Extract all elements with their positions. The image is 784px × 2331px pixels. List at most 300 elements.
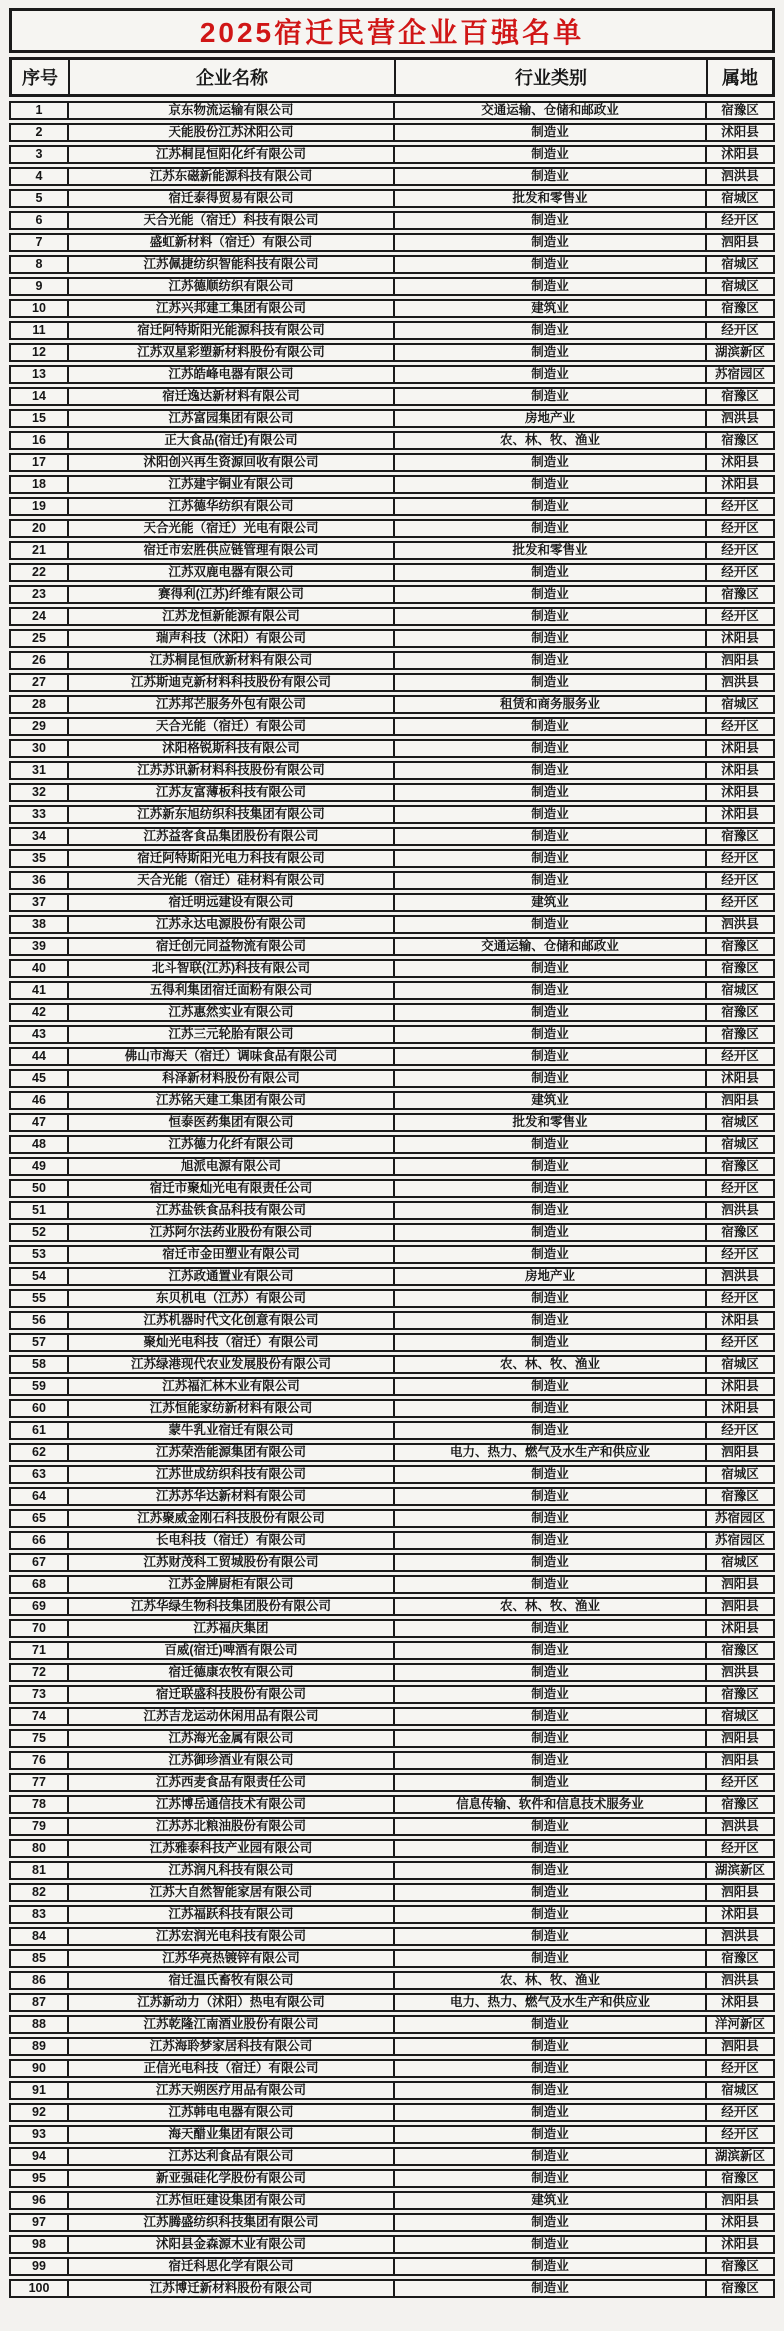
table-row — [9, 211, 775, 230]
header-district: 属地 — [706, 60, 772, 94]
rank-cell: 13 — [32, 367, 46, 382]
industry-cell: 制造业 — [393, 2105, 705, 2120]
industry-cell: 制造业 — [393, 1401, 705, 1416]
industry-cell: 制造业 — [393, 961, 705, 976]
company-name-cell: 江苏海聆梦家居科技有限公司 — [67, 2039, 393, 2054]
district-cell: 泗洪县 — [705, 411, 773, 426]
company-name-cell: 江苏润凡科技有限公司 — [67, 1863, 393, 1878]
table-row — [9, 1465, 775, 1484]
table-row — [9, 1025, 775, 1044]
industry-cell: 制造业 — [393, 1027, 705, 1042]
industry-cell: 制造业 — [393, 2171, 705, 2186]
rank-cell: 59 — [32, 1379, 46, 1394]
table-row — [9, 717, 775, 736]
industry-cell: 制造业 — [393, 2259, 705, 2274]
industry-cell: 制造业 — [393, 1005, 705, 1020]
company-name-cell: 江苏佩捷纺织智能科技有限公司 — [67, 257, 393, 272]
rank-cell: 80 — [32, 1841, 46, 1856]
industry-cell: 制造业 — [393, 1291, 705, 1306]
industry-cell: 农、林、牧、渔业 — [393, 1357, 705, 1372]
district-cell: 沭阳县 — [705, 1313, 773, 1328]
company-name-cell: 江苏荣浩能源集团有限公司 — [67, 1445, 393, 1460]
industry-cell: 制造业 — [393, 1577, 705, 1592]
industry-cell: 制造业 — [393, 763, 705, 778]
company-name-cell: 江苏恒旺建设集团有限公司 — [67, 2193, 393, 2208]
table-row — [9, 673, 775, 692]
rank-cell: 10 — [32, 301, 46, 316]
table-row — [9, 2103, 775, 2122]
industry-cell: 制造业 — [393, 1247, 705, 1262]
industry-cell: 房地产业 — [393, 1269, 705, 1284]
company-name-cell: 江苏新动力（沭阳）热电有限公司 — [67, 1995, 393, 2010]
rank-cell: 100 — [28, 2281, 50, 2296]
company-name-cell: 江苏龙恒新能源有限公司 — [67, 609, 393, 624]
rank-cell: 12 — [32, 345, 46, 360]
industry-cell: 制造业 — [393, 1709, 705, 1724]
company-name-cell: 沭阳格锐斯科技有限公司 — [67, 741, 393, 756]
rank-cell: 23 — [32, 587, 46, 602]
table-row — [9, 1399, 775, 1418]
industry-cell: 制造业 — [393, 785, 705, 800]
rank-cell: 78 — [32, 1797, 46, 1812]
district-cell: 沭阳县 — [705, 631, 773, 646]
district-cell: 宿城区 — [705, 1357, 773, 1372]
district-cell: 经开区 — [705, 873, 773, 888]
table-row — [9, 629, 775, 648]
rank-cell: 93 — [32, 2127, 46, 2142]
table-row — [9, 1377, 775, 1396]
table-row — [9, 167, 775, 186]
table-row — [9, 541, 775, 560]
district-cell: 宿城区 — [705, 1709, 773, 1724]
industry-cell: 批发和零售业 — [393, 543, 705, 558]
company-name-cell: 宿迁联盛科技股份有限公司 — [67, 1687, 393, 1702]
company-name-cell: 长电科技（宿迁）有限公司 — [67, 1533, 393, 1548]
table-row — [9, 145, 775, 164]
company-name-cell: 江苏福汇林木业有限公司 — [67, 1379, 393, 1394]
rank-cell: 79 — [32, 1819, 46, 1834]
rank-cell: 34 — [32, 829, 46, 844]
table-row — [9, 1839, 775, 1858]
district-cell: 宿豫区 — [705, 1159, 773, 1174]
rank-cell: 31 — [32, 763, 46, 778]
rank-cell: 84 — [32, 1929, 46, 1944]
company-name-cell: 江苏大自然智能家居有限公司 — [67, 1885, 393, 1900]
table-row — [9, 1113, 775, 1132]
company-name-cell: 江苏恒能家纺新材料有限公司 — [67, 1401, 393, 1416]
industry-cell: 制造业 — [393, 983, 705, 998]
district-cell: 宿豫区 — [705, 961, 773, 976]
company-name-cell: 新亚强硅化学股份有限公司 — [67, 2171, 393, 2186]
district-cell: 宿豫区 — [705, 389, 773, 404]
district-cell: 宿豫区 — [705, 2281, 773, 2296]
rank-cell: 46 — [32, 1093, 46, 1108]
industry-cell: 房地产业 — [393, 411, 705, 426]
district-cell: 经开区 — [705, 521, 773, 536]
company-name-cell: 江苏三元轮胎有限公司 — [67, 1027, 393, 1042]
company-name-cell: 正大食品(宿迁)有限公司 — [67, 433, 393, 448]
company-name-cell: 江苏华绿生物科技集团股份有限公司 — [67, 1599, 393, 1614]
rank-cell: 81 — [32, 1863, 46, 1878]
industry-cell: 制造业 — [393, 1489, 705, 1504]
district-cell: 宿城区 — [705, 1555, 773, 1570]
industry-cell: 制造业 — [393, 213, 705, 228]
district-cell: 泗洪县 — [705, 1665, 773, 1680]
district-cell: 泗阳县 — [705, 1599, 773, 1614]
district-cell: 宿城区 — [705, 2083, 773, 2098]
table-row — [9, 2191, 775, 2210]
table-row — [9, 783, 775, 802]
industry-cell: 制造业 — [393, 851, 705, 866]
district-cell: 经开区 — [705, 1291, 773, 1306]
industry-cell: 批发和零售业 — [393, 1115, 705, 1130]
industry-cell: 建筑业 — [393, 301, 705, 316]
industry-cell: 制造业 — [393, 323, 705, 338]
industry-cell: 制造业 — [393, 565, 705, 580]
district-cell: 宿豫区 — [705, 2171, 773, 2186]
rank-cell: 85 — [32, 1951, 46, 1966]
page-title-text: 2025宿迁民营企业百强名单 — [199, 16, 585, 48]
industry-cell: 制造业 — [393, 873, 705, 888]
rank-cell: 94 — [32, 2149, 46, 2164]
company-name-cell: 江苏乾隆江南酒业股份有限公司 — [67, 2017, 393, 2032]
company-name-cell: 江苏苏讯新材料科技股份有限公司 — [67, 763, 393, 778]
district-cell: 经开区 — [705, 499, 773, 514]
district-cell: 泗阳县 — [705, 1753, 773, 1768]
district-cell: 苏宿园区 — [705, 1533, 773, 1548]
industry-cell: 制造业 — [393, 1621, 705, 1636]
industry-cell: 制造业 — [393, 653, 705, 668]
district-cell: 宿城区 — [705, 279, 773, 294]
header-company-name: 企业名称 — [68, 60, 394, 94]
table-row — [9, 849, 775, 868]
table-row — [9, 1201, 775, 1220]
table-row — [9, 827, 775, 846]
district-cell: 泗阳县 — [705, 2193, 773, 2208]
rank-cell: 44 — [32, 1049, 46, 1064]
rank-cell: 48 — [32, 1137, 46, 1152]
company-name-cell: 江苏福跃科技有限公司 — [67, 1907, 393, 1922]
table-row — [9, 915, 775, 934]
company-name-cell: 江苏海光金属有限公司 — [67, 1731, 393, 1746]
table-row — [9, 563, 775, 582]
industry-cell: 电力、热力、燃气及水生产和供应业 — [393, 1445, 705, 1460]
rank-cell: 41 — [32, 983, 46, 998]
industry-cell: 制造业 — [393, 477, 705, 492]
rank-cell: 56 — [32, 1313, 46, 1328]
table-row — [9, 1795, 775, 1814]
company-name-cell: 江苏德顺纺织有限公司 — [67, 279, 393, 294]
industry-cell: 制造业 — [393, 741, 705, 756]
district-cell: 苏宿园区 — [705, 1511, 773, 1526]
industry-cell: 制造业 — [393, 367, 705, 382]
district-cell: 宿豫区 — [705, 939, 773, 954]
table-row — [9, 1773, 775, 1792]
rank-cell: 71 — [32, 1643, 46, 1658]
rank-cell: 8 — [35, 257, 43, 272]
rank-cell: 77 — [32, 1775, 46, 1790]
company-name-cell: 东贝机电（江苏）有限公司 — [67, 1291, 393, 1306]
district-cell: 沭阳县 — [705, 1379, 773, 1394]
rank-cell: 73 — [32, 1687, 46, 1702]
table-row — [9, 431, 775, 450]
rank-cell: 36 — [32, 873, 46, 888]
company-name-cell: 江苏德华纺织有限公司 — [67, 499, 393, 514]
company-name-cell: 江苏东磁新能源科技有限公司 — [67, 169, 393, 184]
table-row — [9, 189, 775, 208]
district-cell: 泗阳县 — [705, 1445, 773, 1460]
industry-cell: 制造业 — [393, 169, 705, 184]
district-cell: 泗阳县 — [705, 1093, 773, 1108]
table-row — [9, 1751, 775, 1770]
table-row — [9, 2015, 775, 2034]
table-row — [9, 2059, 775, 2078]
district-cell: 经开区 — [705, 719, 773, 734]
table-row — [9, 277, 775, 296]
company-name-cell: 天合光能（宿迁）科技有限公司 — [67, 213, 393, 228]
rank-cell: 1 — [35, 103, 43, 118]
company-name-cell: 江苏西麦食品有限责任公司 — [67, 1775, 393, 1790]
table-row — [9, 585, 775, 604]
district-cell: 湖滨新区 — [705, 1863, 773, 1878]
district-cell: 泗阳县 — [705, 1731, 773, 1746]
rank-cell: 11 — [32, 323, 46, 338]
rank-cell: 53 — [32, 1247, 46, 1262]
company-name-cell: 江苏邦芒服务外包有限公司 — [67, 697, 393, 712]
table-row — [9, 409, 775, 428]
industry-cell: 制造业 — [393, 2149, 705, 2164]
district-cell: 宿豫区 — [705, 1489, 773, 1504]
company-name-cell: 江苏德力化纤有限公司 — [67, 1137, 393, 1152]
district-cell: 泗洪县 — [705, 169, 773, 184]
table-row — [9, 1619, 775, 1638]
company-name-cell: 天合光能（宿迁）光电有限公司 — [67, 521, 393, 536]
rank-cell: 3 — [35, 147, 43, 162]
industry-cell: 制造业 — [393, 1841, 705, 1856]
company-name-cell: 江苏斯迪克新材料科技股份有限公司 — [67, 675, 393, 690]
table-row — [9, 387, 775, 406]
district-cell: 沭阳县 — [705, 455, 773, 470]
company-name-cell: 宿迁创元同益物流有限公司 — [67, 939, 393, 954]
district-cell: 泗阳县 — [705, 2039, 773, 2054]
district-cell: 沭阳县 — [705, 477, 773, 492]
district-cell: 沭阳县 — [705, 2215, 773, 2230]
company-name-cell: 宿迁市宏胜供应链管理有限公司 — [67, 543, 393, 558]
table-row — [9, 1289, 775, 1308]
district-cell: 经开区 — [705, 1775, 773, 1790]
rank-cell: 87 — [32, 1995, 46, 2010]
district-cell: 宿城区 — [705, 191, 773, 206]
industry-cell: 制造业 — [393, 675, 705, 690]
rank-cell: 20 — [32, 521, 46, 536]
company-name-cell: 盛虹新材料（宿迁）有限公司 — [67, 235, 393, 250]
rank-cell: 15 — [32, 411, 46, 426]
table-row — [9, 1179, 775, 1198]
company-name-cell: 京东物流运输有限公司 — [67, 103, 393, 118]
industry-cell: 制造业 — [393, 609, 705, 624]
rank-cell: 75 — [32, 1731, 46, 1746]
table-row — [9, 1971, 775, 1990]
district-cell: 经开区 — [705, 851, 773, 866]
company-name-cell: 江苏博岳通信技术有限公司 — [67, 1797, 393, 1812]
table-row — [9, 937, 775, 956]
industry-cell: 制造业 — [393, 1203, 705, 1218]
industry-cell: 制造业 — [393, 1137, 705, 1152]
district-cell: 宿豫区 — [705, 1797, 773, 1812]
company-name-cell: 江苏御珍酒业有限公司 — [67, 1753, 393, 1768]
rank-cell: 38 — [32, 917, 46, 932]
company-name-cell: 旭派电源有限公司 — [67, 1159, 393, 1174]
table-row — [9, 1729, 775, 1748]
rank-cell: 70 — [32, 1621, 46, 1636]
table-row — [9, 233, 775, 252]
rank-cell: 27 — [32, 675, 46, 690]
district-cell: 泗洪县 — [705, 675, 773, 690]
industry-cell: 批发和零售业 — [393, 191, 705, 206]
company-name-cell: 江苏铭天建工集团有限公司 — [67, 1093, 393, 1108]
industry-cell: 制造业 — [393, 2039, 705, 2054]
company-name-cell: 江苏韩电电器有限公司 — [67, 2105, 393, 2120]
rank-cell: 43 — [32, 1027, 46, 1042]
industry-cell: 制造业 — [393, 1929, 705, 1944]
district-cell: 宿豫区 — [705, 1687, 773, 1702]
company-name-cell: 江苏盐铁食品科技有限公司 — [67, 1203, 393, 1218]
industry-cell: 制造业 — [393, 257, 705, 272]
table-row — [9, 1949, 775, 1968]
district-cell: 宿城区 — [705, 983, 773, 998]
rank-cell: 61 — [32, 1423, 46, 1438]
industry-cell: 制造业 — [393, 2061, 705, 2076]
company-name-cell: 北斗智联(江苏)科技有限公司 — [67, 961, 393, 976]
industry-cell: 建筑业 — [393, 895, 705, 910]
rank-cell: 19 — [32, 499, 46, 514]
rank-cell: 30 — [32, 741, 46, 756]
industry-cell: 制造业 — [393, 279, 705, 294]
industry-cell: 制造业 — [393, 1863, 705, 1878]
district-cell: 宿豫区 — [705, 103, 773, 118]
company-name-cell: 江苏机器时代文化创意有限公司 — [67, 1313, 393, 1328]
table-row — [9, 981, 775, 1000]
district-cell: 泗洪县 — [705, 917, 773, 932]
table-row — [9, 1553, 775, 1572]
rank-cell: 97 — [32, 2215, 46, 2230]
rank-cell: 82 — [32, 1885, 46, 1900]
rank-cell: 72 — [32, 1665, 46, 1680]
district-cell: 沭阳县 — [705, 1401, 773, 1416]
rank-cell: 32 — [32, 785, 46, 800]
company-name-cell: 蒙牛乳业宿迁有限公司 — [67, 1423, 393, 1438]
company-name-cell: 赛得利(江苏)纤维有限公司 — [67, 587, 393, 602]
table-row — [9, 1531, 775, 1550]
table-row — [9, 871, 775, 890]
table-row — [9, 1157, 775, 1176]
company-name-cell: 佛山市海天（宿迁）调味食品有限公司 — [67, 1049, 393, 1064]
district-cell: 沭阳县 — [705, 1621, 773, 1636]
rank-cell: 64 — [32, 1489, 46, 1504]
rank-cell: 45 — [32, 1071, 46, 1086]
industry-cell: 制造业 — [393, 2083, 705, 2098]
district-cell: 宿豫区 — [705, 829, 773, 844]
company-name-cell: 宿迁明远建设有限公司 — [67, 895, 393, 910]
industry-cell: 制造业 — [393, 147, 705, 162]
district-cell: 沭阳县 — [705, 2237, 773, 2252]
district-cell: 宿豫区 — [705, 433, 773, 448]
district-cell: 沭阳县 — [705, 1907, 773, 1922]
table-row — [9, 1223, 775, 1242]
district-cell: 经开区 — [705, 1181, 773, 1196]
table-row — [9, 2037, 775, 2056]
district-cell: 宿豫区 — [705, 1005, 773, 1020]
industry-cell: 农、林、牧、渔业 — [393, 433, 705, 448]
company-name-cell: 江苏政通置业有限公司 — [67, 1269, 393, 1284]
rank-cell: 62 — [32, 1445, 46, 1460]
rank-cell: 29 — [32, 719, 46, 734]
district-cell: 经开区 — [705, 2105, 773, 2120]
header-industry: 行业类别 — [394, 60, 706, 94]
industry-cell: 制造业 — [393, 1181, 705, 1196]
rank-cell: 2 — [35, 125, 43, 140]
rank-cell: 63 — [32, 1467, 46, 1482]
industry-cell: 制造业 — [393, 521, 705, 536]
table-row — [9, 1091, 775, 1110]
company-name-cell: 沭阳创兴再生资源回收有限公司 — [67, 455, 393, 470]
company-name-cell: 宿迁温氏畜牧有限公司 — [67, 1973, 393, 1988]
table-row — [9, 651, 775, 670]
industry-cell: 制造业 — [393, 235, 705, 250]
rank-cell: 7 — [35, 235, 43, 250]
rank-cell: 95 — [32, 2171, 46, 2186]
rank-cell: 83 — [32, 1907, 46, 1922]
industry-cell: 制造业 — [393, 2215, 705, 2230]
district-cell: 经开区 — [705, 1049, 773, 1064]
industry-cell: 制造业 — [393, 2281, 705, 2296]
industry-cell: 交通运输、仓储和邮政业 — [393, 939, 705, 954]
district-cell: 沭阳县 — [705, 807, 773, 822]
table-row — [9, 2235, 775, 2254]
table-row — [9, 1047, 775, 1066]
table-row — [9, 1575, 775, 1594]
district-cell: 泗阳县 — [705, 1885, 773, 1900]
table-row — [9, 1927, 775, 1946]
industry-cell: 制造业 — [393, 1511, 705, 1526]
rank-cell: 60 — [32, 1401, 46, 1416]
industry-cell: 制造业 — [393, 1049, 705, 1064]
company-name-cell: 江苏富园集团有限公司 — [67, 411, 393, 426]
district-cell: 泗洪县 — [705, 1929, 773, 1944]
table-row — [9, 1311, 775, 1330]
table-row — [9, 321, 775, 340]
rank-cell: 33 — [32, 807, 46, 822]
company-name-cell: 五得利集团宿迁面粉有限公司 — [67, 983, 393, 998]
district-cell: 宿城区 — [705, 257, 773, 272]
rank-cell: 67 — [32, 1555, 46, 1570]
rank-cell: 9 — [35, 279, 43, 294]
district-cell: 泗洪县 — [705, 1203, 773, 1218]
rank-cell: 22 — [32, 565, 46, 580]
rank-cell: 90 — [32, 2061, 46, 2076]
header-rank: 序号 — [22, 68, 58, 88]
rank-cell: 47 — [32, 1115, 46, 1130]
rank-cell: 25 — [32, 631, 46, 646]
company-name-cell: 科泽新材料股份有限公司 — [67, 1071, 393, 1086]
rank-cell: 65 — [32, 1511, 46, 1526]
district-cell: 经开区 — [705, 543, 773, 558]
district-cell: 沭阳县 — [705, 147, 773, 162]
table-row — [9, 1905, 775, 1924]
company-name-cell: 宿迁市聚灿光电有限责任公司 — [67, 1181, 393, 1196]
industry-cell: 制造业 — [393, 1951, 705, 1966]
company-name-cell: 江苏博迁新材料股份有限公司 — [67, 2281, 393, 2296]
